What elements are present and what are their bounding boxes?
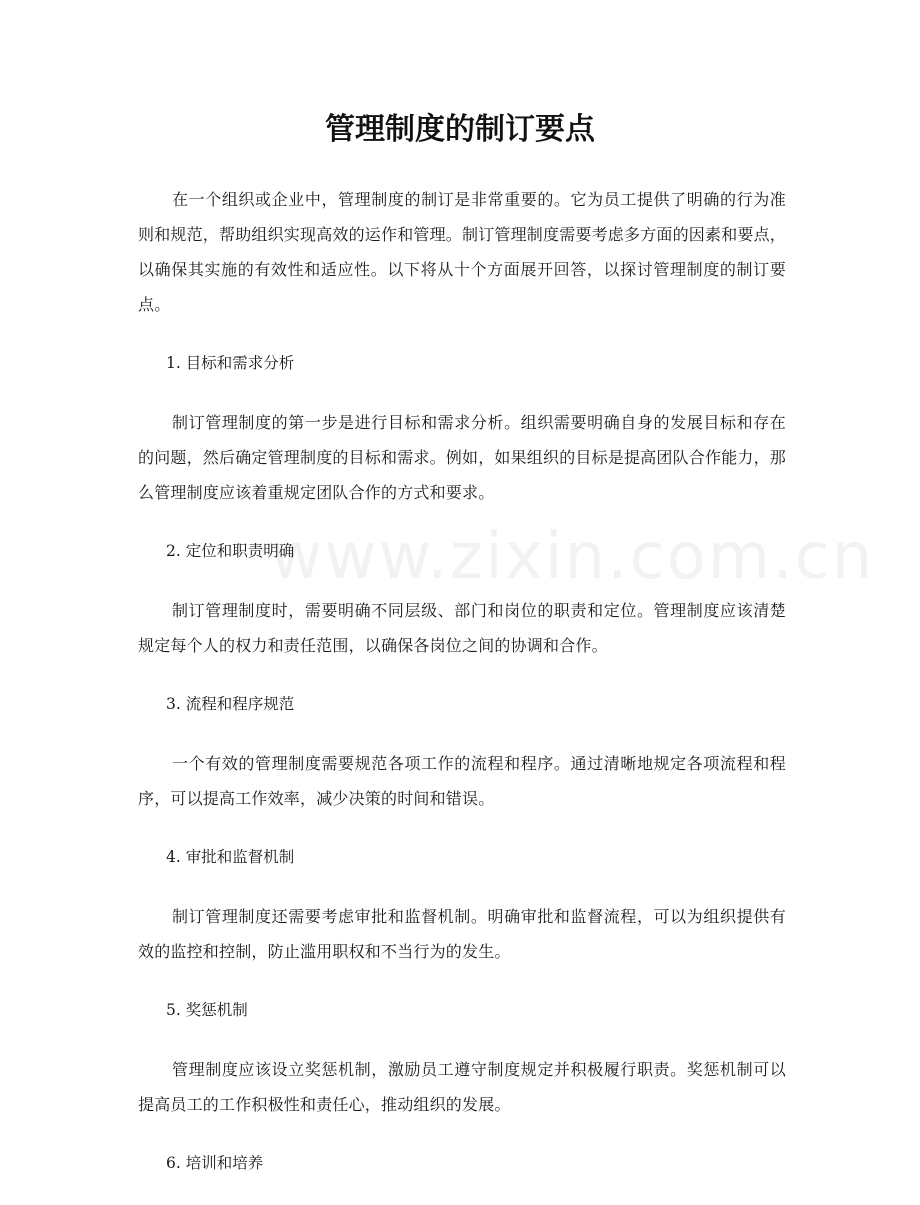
- section-heading-5: 5. 奖惩机制: [166, 1001, 248, 1019]
- section-heading-4: 4. 审批和监督机制: [166, 848, 295, 866]
- section-heading-6: 6. 培训和培养: [166, 1154, 264, 1172]
- intro-paragraph: 在一个组织或企业中，管理制度的制订是非常重要的。它为员工提供了明确的行为准则和规范，帮助组织实现高效的运作和管理。制订管理制度需要考虑多方面的因素和要点，以确保其实施的有效性和适应性。以下将从十个方面展开回答，以探讨管理制度的制订要点。: [138, 190, 787, 314]
- document-body: [138, 182, 786, 1205]
- section-paragraph-4: 制订管理制度还需要考虑审批和监督机制。明确审批和监督流程，可以为组织提供有效的监控和控制，防止滥用职权和不当行为的发生。: [138, 907, 786, 961]
- section-paragraph-2: 制订管理制度时，需要明确不同层级、部门和岗位的职责和定位。管理制度应该清楚规定每个人的权力和责任范围，以确保各岗位之间的协调和合作。: [138, 601, 786, 655]
- section-heading-3: 3. 流程和程序规范: [166, 695, 295, 713]
- watermark: www.zixin.com.cn: [270, 520, 875, 594]
- page-title: 管理制度的制订要点: [325, 112, 595, 147]
- section-paragraph-1: 制订管理制度的第一步是进行目标和需求分析。组织需要明确自身的发展目标和存在的问题，然后确定管理制度的目标和需求。例如，如果组织的目标是提高团队合作能力，那么管理制度应该着重规定团队合作的方式和要求。: [138, 413, 787, 502]
- section-paragraph-5: 管理制度应该设立奖惩机制，激励员工遵守制度规定并积极履行职责。奖惩机制可以提高员工的工作积极性和责任心，推动组织的发展。: [138, 1060, 786, 1114]
- section-heading-1: 1. 目标和需求分析: [166, 354, 295, 372]
- section-paragraph-3: 一个有效的管理制度需要规范各项工作的流程和程序。通过清晰地规定各项流程和程序，可以提高工作效率，减少决策的时间和错误。: [138, 754, 786, 808]
- section-heading-2: 2. 定位和职责明确: [166, 542, 295, 560]
